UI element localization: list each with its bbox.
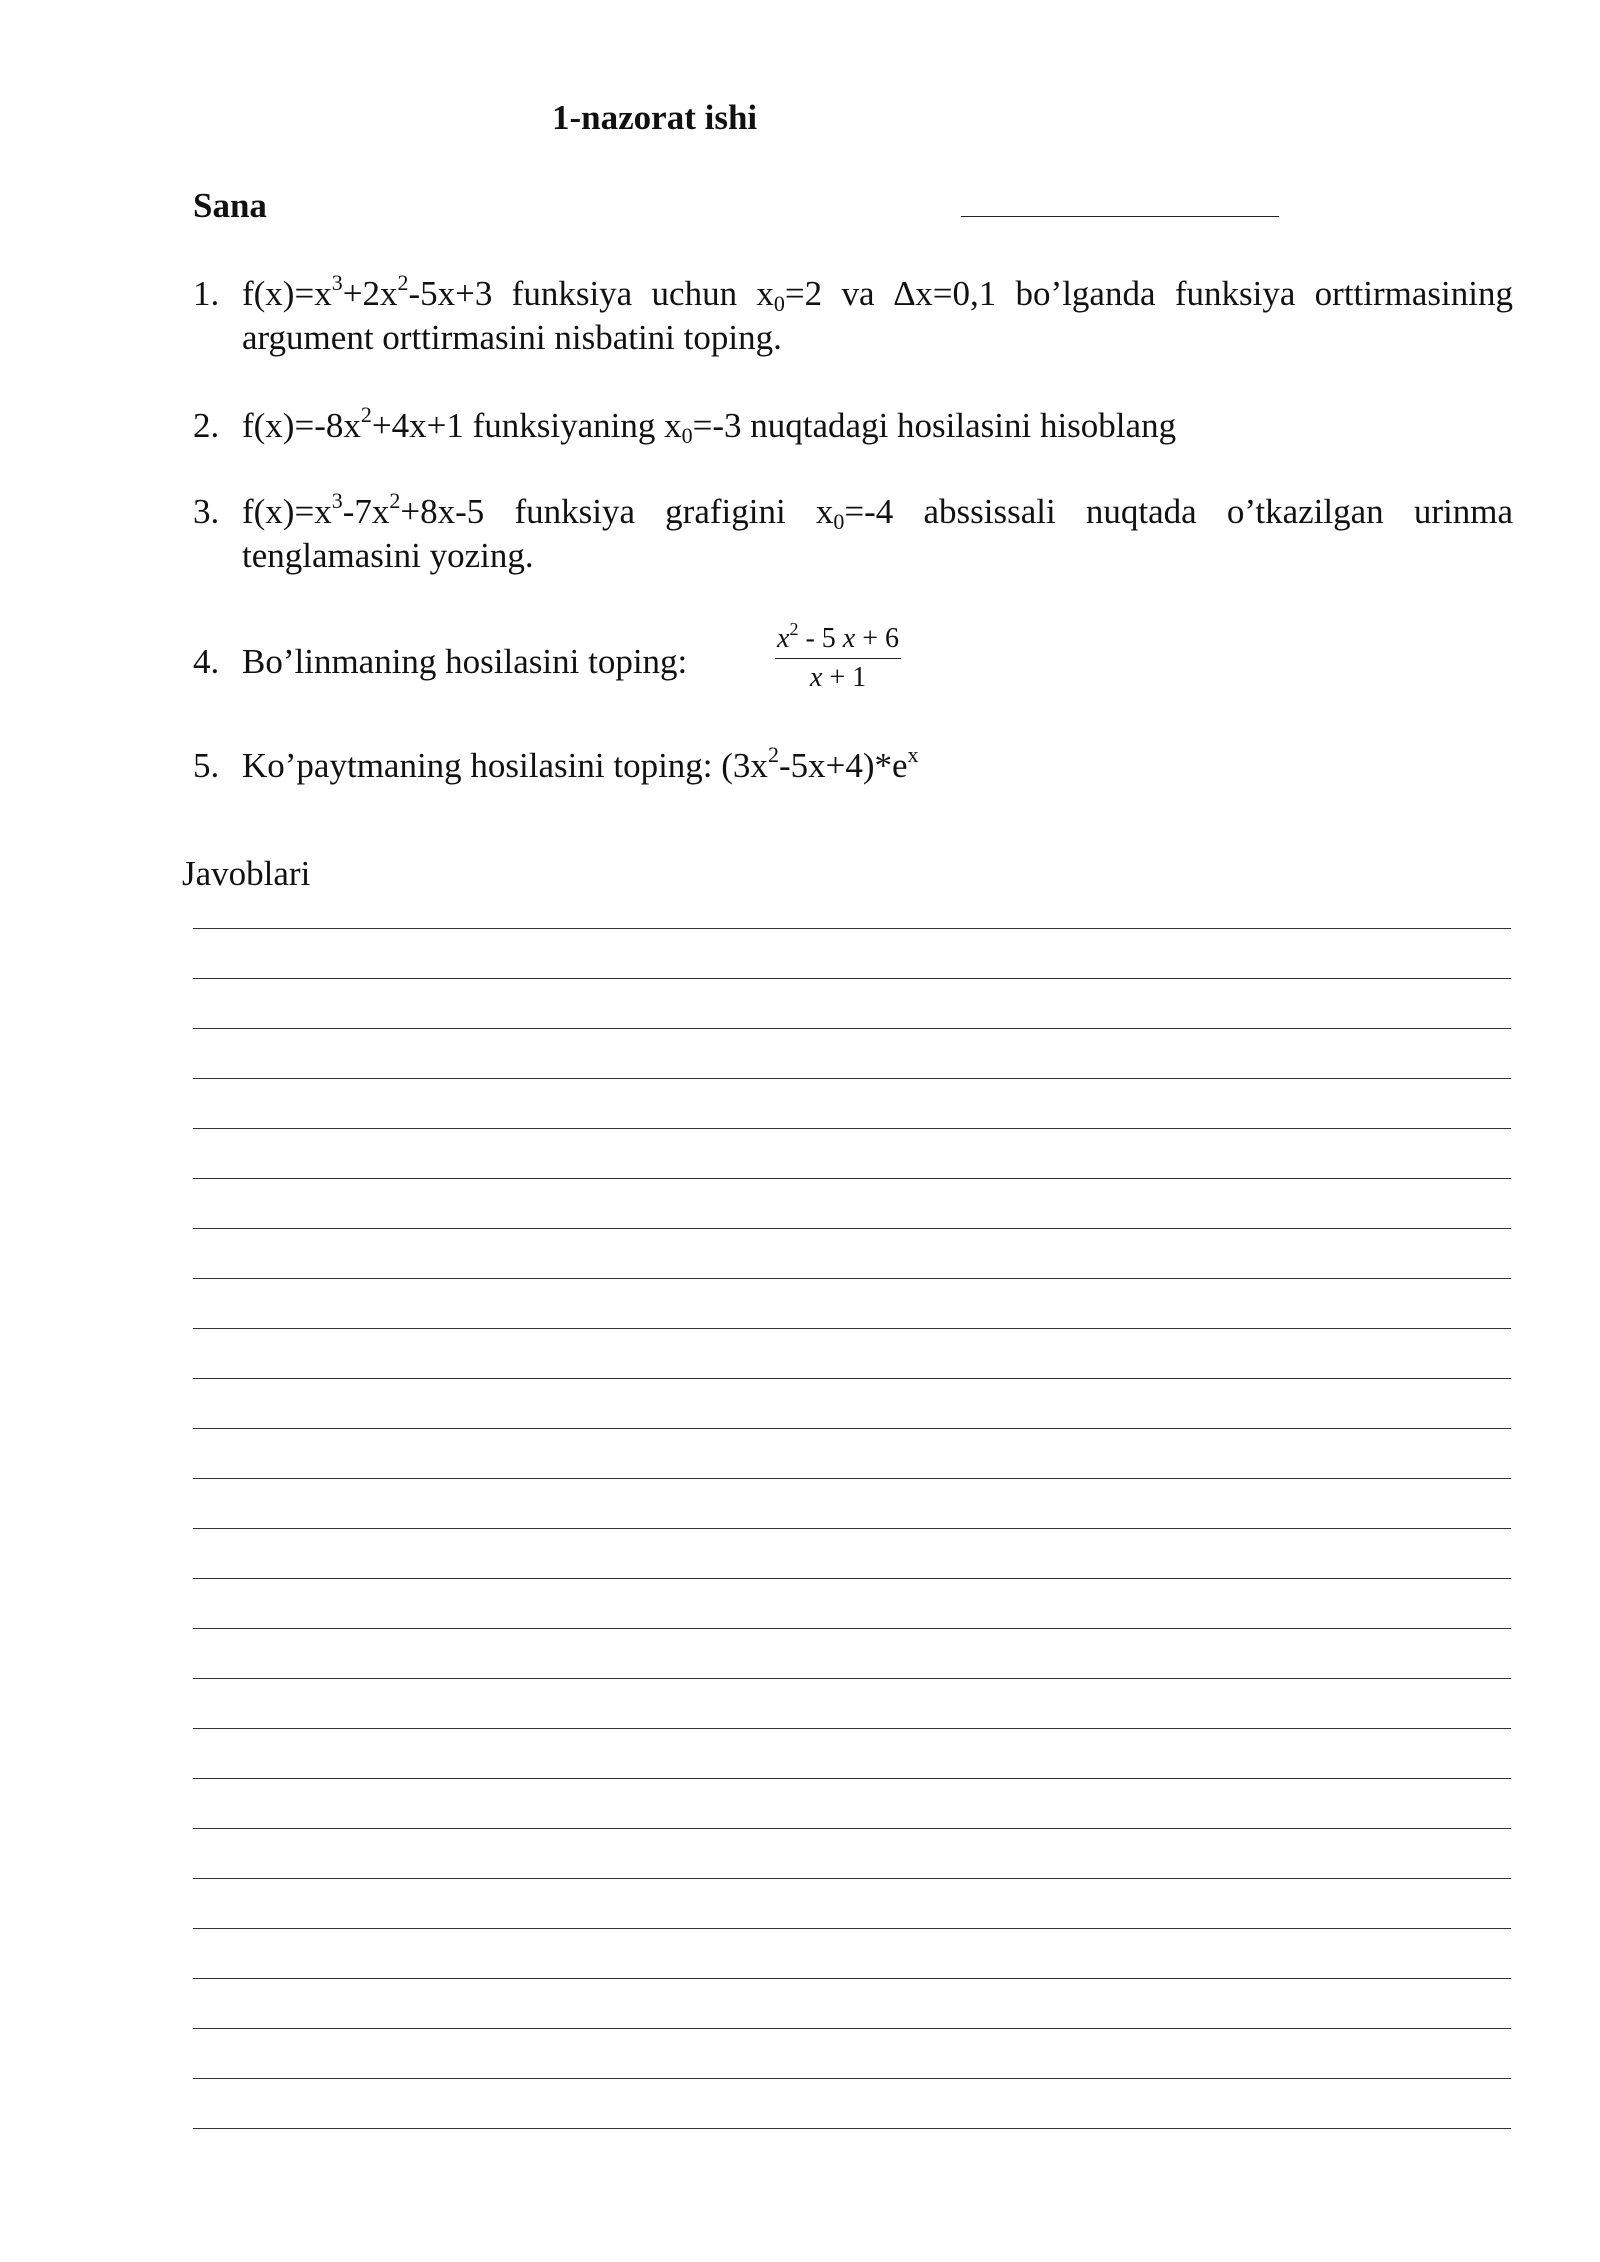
answer-line bbox=[193, 1079, 1511, 1129]
question-1 bbox=[193, 272, 1513, 360]
page-title: 1-nazorat ishi bbox=[552, 98, 758, 137]
answer-line bbox=[193, 1779, 1511, 1829]
answer-line bbox=[193, 1429, 1511, 1479]
question-2 bbox=[193, 404, 1513, 448]
answer-line bbox=[193, 1129, 1511, 1179]
answer-line bbox=[193, 1929, 1511, 1979]
question-number: 4. bbox=[193, 642, 220, 681]
answer-line bbox=[193, 929, 1511, 979]
answer-line bbox=[193, 1329, 1511, 1379]
answer-line bbox=[193, 979, 1511, 1029]
date-label: Sana bbox=[193, 186, 267, 225]
question-text: Ko’paytmaning hosilasini toping: $(3x^2-5x+4)*e^x$ bbox=[242, 742, 919, 785]
answer-line bbox=[193, 2079, 1511, 2129]
answer-line bbox=[193, 1229, 1511, 1279]
answer-lines bbox=[193, 928, 1511, 2129]
question-5 bbox=[193, 744, 1513, 788]
question-text: $f(x)=x^3-7x^2+8x-5$ funksiya grafigini $x_0=-4$ abssissali nuqtada o’tkazilgan urinma tenglamasini yozing. bbox=[242, 488, 1513, 575]
question-3 bbox=[193, 490, 1513, 578]
question-number: 5. bbox=[193, 746, 220, 785]
answer-line bbox=[193, 1829, 1511, 1879]
fraction-expression bbox=[773, 620, 903, 697]
answer-line bbox=[193, 1629, 1511, 1679]
question-text: Bo’linmaning hosilasini toping: bbox=[242, 642, 688, 681]
answer-line bbox=[193, 1379, 1511, 1429]
date-blank-line bbox=[961, 216, 1279, 217]
answer-line bbox=[193, 1879, 1511, 1929]
answer-line bbox=[193, 1579, 1511, 1629]
question-number: 2. bbox=[193, 406, 220, 445]
answer-line bbox=[193, 1029, 1511, 1079]
answer-line bbox=[193, 1679, 1511, 1729]
answer-line bbox=[193, 1979, 1511, 2029]
answer-line bbox=[193, 2029, 1511, 2079]
fraction-numerator: $x^2 - 5$ x + 6 bbox=[777, 619, 899, 654]
answer-line bbox=[193, 1529, 1511, 1579]
answer-line bbox=[193, 1279, 1511, 1329]
answer-line bbox=[193, 1729, 1511, 1779]
answer-line bbox=[193, 1479, 1511, 1529]
question-text: $f(x)=-8x^2+4x+1$ funksiyaning $x_0=-3$ nuqtadagi hosilasini hisoblang bbox=[242, 402, 1177, 448]
answer-line bbox=[193, 1179, 1511, 1229]
question-number: 1. bbox=[193, 274, 220, 313]
answers-label: Javoblari bbox=[182, 854, 311, 893]
fraction-denominator: x + 1 bbox=[809, 662, 867, 693]
question-number: 3. bbox=[193, 492, 220, 531]
question-text: $f(x)=x^3+2x^2-5x+3$ funksiya uchun $x_0=2$ va ∆x=0,1 bo’lganda funksiya orttirmasining argument orttirmasini nisbatini toping. bbox=[242, 270, 1513, 357]
date-row bbox=[193, 186, 1273, 226]
